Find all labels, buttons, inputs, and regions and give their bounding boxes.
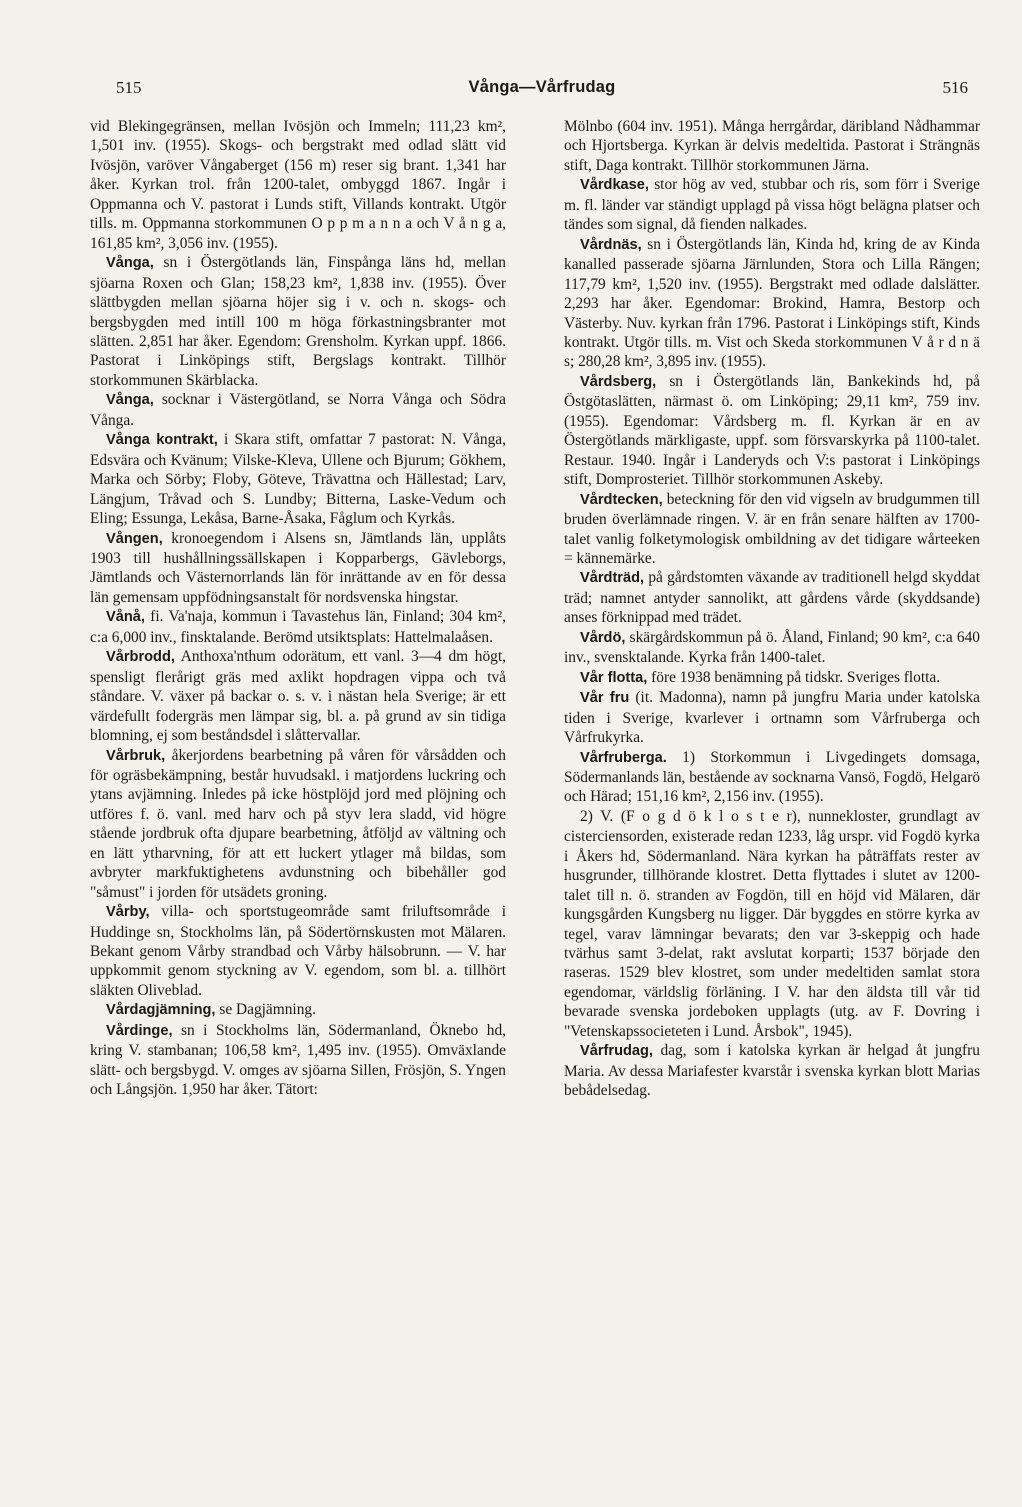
page-number-right: 516 (942, 78, 968, 97)
entry-headword: Vårfrudag, (580, 1043, 653, 1060)
entry-headword: Vårby, (106, 904, 150, 921)
entry-headword: Vårdinge, (106, 1022, 173, 1039)
entry-text: före 1938 benämning på tidskr. Sveriges flotta. (647, 668, 941, 686)
entry (564, 235, 980, 372)
entry-text: vid Blekingegränsen, mellan Ivösjön och Immeln; 111,23 km², 1,501 inv. (1955). Skogs- och bergstrakt med odlad slätt vid Ivösjön, varöver Vångaberget (156 m) reser sig brant. 1,341 har åker. Kyrkan trol. från 1200-talet, ombyggd 1867. Ingår i Oppmanna och V. pastorat i Lunds stift, Villands kontrakt. Utgör tills. m. Oppmanna storkommunen O p p m a n n a och V å n g a, 161,85 km², 3,056 inv. (1955). (90, 118, 506, 252)
entry-headword: Vårdsberg, (580, 373, 657, 390)
entry-headword: Vårbrodd, (106, 649, 175, 666)
page-header (116, 78, 968, 104)
entry-text: 1) Storkommun i Livgedingets domsaga, Södermanlands län, bestående av socknarna Vansö, Fogdö, Helgarö och Härad; 151,16 km², 2,156 inv. (1955). (564, 748, 981, 806)
entry-headword: Vånå, (106, 609, 145, 626)
entry-headword: Vårdnäs, (580, 236, 642, 253)
entry (90, 390, 506, 430)
entry-text: se Dagjämning. (215, 1001, 316, 1019)
entry-text: stor hög av ved, stubbar och ris, som förr i Sverige m. fl. länder var ständigt upplagd på vissa högt belägna platser och tändes som signal, då fienden nalkades. (564, 176, 980, 234)
entry-text: i Skara stift, omfattar 7 pastorat: N. Vånga, Edsvära och Kvänum; Vilske-Kleva, Ullene och Bjurum; Gökhem, Marka och Sörby; Floby, Göteve, Trävattna och Hällestad; Larv, Längjum, Tråvad och S. Lundby; Bitterna, Laske-Vedum och Eling; Essunga, Lekåsa, Barne-Åsaka, Fåglum och Kyrkås. (90, 431, 506, 528)
page-number-left: 515 (116, 78, 142, 97)
entry-text: på gårdstomten växande av traditionell helgd skyddat träd; namnet antyder sannolikt, att gårdens vårde (skyddsande) anses förknippad med trädet. (564, 569, 980, 627)
entry (564, 568, 980, 627)
entry-text: kronoegendom i Alsens sn, Jämtlands län, upplåts 1903 till hushållningssällskapen i Kopparbergs, Gävleborgs, Jämtlands och Västernorrlands län för inrättande av en för dessa län gemensam uppfödningsanstalt för nordsvenska hingstar. (90, 529, 506, 606)
entry-text: fi. Va'naja, kommun i Tavastehus län, Finland; 304 km², c:a 6,000 inv., finsktalande. Berömd utsiktsplats: Hattelmalaåsen. (90, 608, 506, 646)
entry (564, 748, 980, 807)
entry-headword: Vårdträd, (580, 570, 645, 587)
entry (90, 529, 506, 608)
entry (90, 607, 506, 647)
entry-headword: Vången, (106, 530, 163, 547)
entry-text: beteckning för den vid vigseln av brudgummen till bruden överlämnade ringen. V. är en från senare hälften av 1700-talet vanlig folketymologisk ombildning av det tidigare wårteeken = kännemärke. (564, 490, 980, 567)
entry (90, 746, 506, 903)
entry-text: Mölnbo (604 inv. 1951). Många herrgårdar, däribland Nådhammar och Hjortsberga. Kyrkan är delvis medeltida. Pastorat i Strängnäs stift, Daga kontrakt. Tillhör storkommunen Järna. (564, 118, 980, 174)
entry-text: sn i Stockholms län, Södermanland, Öknebo hd, kring V. stambanan; 106,58 km², 1,495 inv. (1955). Omväxlande slätt- och bergsbygd. V. omges av sjöarna Sillen, Frösjön, S. Yngen och Långsjön. 1,950 har åker. Tätort: (90, 1021, 506, 1099)
entry-text: 2) V. (F o g d ö k l o s t e r), nunnekloster, grundlagt av cisterciensorden, existerade redan 1233, låg urspr. vid Fogdö kyrka i Åkers hd, Södermanland. Nära kyrkan ha påträffats rester av husgrunder, tillhörande klostret. Detta flyttades i slutet av 1200-talet till n. ö. stranden av Fogdön, till en höjd vid Mälaren, där kungsgården Kungsberg nu ligger. Där byggdes en större kyrka av tegel, varav lämningar bevarats; den var 3-skeppig och hade tvärhus samt 3-delat, rakt avslutat korparti; 1537 började den raseras. 1529 blev klostret, som under medeltiden samlat stora egendomar, världslig förläning. I V. har den äldsta till vår tid bevarade svenska jordeboken upplagts (utg. av F. Dovring i "Vetenskapssocieteten i Lund. Årsbok", 1945). (564, 807, 980, 1040)
entry (90, 253, 506, 390)
entry-headword: Vårdagjämning, (106, 1002, 216, 1019)
entry-headword: Vårdkase, (580, 177, 649, 194)
entry (90, 1021, 506, 1100)
entry (564, 628, 980, 668)
entry (564, 372, 980, 490)
entry (90, 902, 506, 1000)
entry-text: sn i Östergötlands län, Kinda hd, kring de av Kinda kanalled passerade sjöarna Järnlunden, Stora och Lilla Rängen; 117,79 km², 1,520 inv. (1955). Bergstrakt med odlade dalslätter. 2,293 har åker. Egendomar: Brokind, Hamra, Bestorp och Västerby. Nuv. kyrkan från 1796. Pastorat i Linköpings stift, Kinds kontrakt. Utgör tills. m. Vist och Skeda storkommunen V å r d n ä s; 280,28 km², 3,895 inv. (1955). (564, 235, 980, 371)
left-column (90, 117, 506, 1100)
entry-text: villa- och sportstugeområde samt friluftsområde i Huddinge sn, Stockholms län, på Södertörnskusten mot Mälaren. Bekant genom Vårby strandbad och Vårby hälsobrunn. — V. har uppkommit genom styckning av V. egendom, som bl. a. tillhört släkten Oliveblad. (90, 903, 506, 999)
entry (564, 668, 980, 688)
entry-headword: Vår fru (580, 690, 630, 707)
entry (564, 807, 980, 1041)
right-column (564, 117, 980, 1101)
entry-text: dag, som i katolska kyrkan är helgad åt jungfru Maria. Av dessa Mariafester kvarstår i svenska kyrkan blott Marias bebådelsedag. (564, 1042, 980, 1100)
entry-headword: Vårdö, (580, 629, 626, 646)
entry (90, 430, 506, 528)
entry-text: sn i Östergötlands län, Bankekinds hd, på Östgötaslätten, närmast ö. om Linköping; 29,11 km², 759 inv. (1955). Egendomar: Vårdsberg m. fl. Kyrkan är en av Östergötlands märkligaste, uppf. som försvarskyrka på 1100-talet. Restaur. 1940. Ingår i Landeryds och V:s pastorat i Linköpings stift, Domprosteriet. Tillhör storkommunen Askeby. (564, 372, 980, 489)
entry-headword: Vår flotta, (580, 669, 648, 686)
entry-text: (it. Madonna), namn på jungfru Maria under katolska tiden i Sverige, kvarlever i ortnamn som Vårfruberga och Vårfrukyrka. (564, 689, 980, 747)
entry (564, 1041, 980, 1100)
entry-headword: Vånga, (106, 255, 154, 272)
entry (564, 688, 980, 747)
entry (90, 647, 506, 745)
entry-headword: Vårdtecken, (580, 491, 663, 508)
entry (564, 117, 980, 175)
running-title: Vånga—Vårfrudag (468, 78, 616, 96)
entry-headword: Vårbruk, (106, 747, 166, 764)
entry-text: socknar i Västergötland, se Norra Vånga och Södra Vånga. (90, 391, 506, 429)
entry-text: skärgårdskommun på ö. Åland, Finland; 90 km², c:a 640 inv., svensktalande. Kyrka från 1400-talet. (564, 628, 980, 667)
entry (90, 117, 506, 253)
entry-text: sn i Östergötlands län, Finspånga läns hd, mellan sjöarna Roxen och Glan; 158,23 km², 1,838 inv. (1955). Över slättbygden mellan sjöarna höjer sig i v. och n. skogs- och bergsbygden med intill 100 m höga förkastningsbranter mot slätten. 2,851 har åker. Egendom: Grensholm. Kyrkan uppf. 1866. Pastorat i Linköpings stift, Bergslags kontrakt. Tillhör storkommunen Skärblacka. (90, 254, 506, 389)
entry-headword: Vånga, (106, 392, 154, 409)
entry-headword: Vånga kontrakt, (106, 432, 218, 449)
entry (564, 175, 980, 234)
entry-text: åkerjordens bearbetning på våren för vårsådden och för ogräsbekämpning, består huvudsakl. i matjordens luckring och ytans avjämning. Inledes på icke höstplöjd jord med plöjning och utföres f. ö. vanl. med harv och på styv lera sladd, vid högre stående jordbruk ofta djupare bearbetning, åtföljd av vältning och en lätt ytharvning, för att ett luckert ytlager må bildas, som avbryter markfuktighetens avdunstning och bibehåller god "såmust" i jorden för utsädets groning. (90, 746, 506, 901)
entry (564, 490, 980, 569)
entry-text: Anthoxa'nthum odorätum, ett vanl. 3—4 dm högt, spensligt flerårigt gräs med axlikt hopdragen vippa och två ståndare. V. växer på backar o. s. v. i nästan hela Sverige; är ett värdefullt fodergräs men lämpar sig, bl. a. på grund av sin tidiga blomning, ej som beståndsdel i slåttervallar. (90, 648, 506, 745)
entry (90, 1000, 506, 1020)
entry-headword: Vårfruberga. (580, 749, 667, 766)
